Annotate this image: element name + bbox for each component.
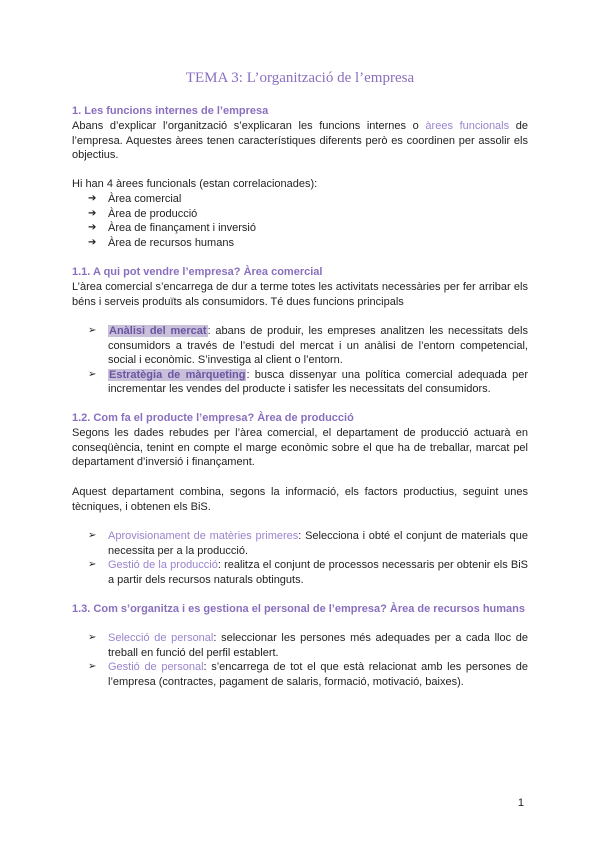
- functional-areas-list: [88, 192, 528, 250]
- section-1-paragraph-1: [72, 119, 528, 163]
- list-item: ➔ Àrea de producció: [88, 207, 528, 222]
- list-item: ➔ Àrea de recursos humans: [88, 236, 528, 251]
- text-run: : s’encarrega de tot el que està relacionat amb les persones de l’empresa (contractes, pagament de salaris, formació, motivació, baixes).: [108, 661, 528, 688]
- accent-term: Aprovisionament de matèries primeres: [108, 530, 299, 542]
- accent-term: Gestió de personal: [108, 661, 204, 674]
- commercial-functions-list: [88, 324, 528, 397]
- hr-functions-list: [88, 631, 528, 689]
- list-item: [88, 368, 528, 397]
- section-1-paragraph-2: Hi han 4 àrees funcionals (estan correlacionades):: [72, 178, 318, 190]
- list-item: [88, 558, 528, 587]
- accent-term: Selecció de personal: [108, 632, 214, 644]
- section-1-2-paragraph-2: Aquest departament combina, segons la informació, els factors productius, seguint unes tècniques, i obtenen els BiS.: [72, 486, 528, 513]
- page-title: TEMA 3: L’organització de l’empresa: [185, 70, 415, 86]
- list-item: [88, 529, 528, 558]
- list-item: [88, 631, 528, 660]
- list-item: [88, 660, 528, 689]
- section-1-1-heading: 1.1. A qui pot vendre l’empresa? Àrea comercial: [72, 266, 323, 278]
- text-run: : seleccionar les persones més adequades per a cada lloc de treball en funció del perfil establert.: [108, 632, 529, 659]
- text-run: : Selecciona i obté el conjunt de materials que necessita per a la producció.: [108, 530, 528, 557]
- list-item: ➔ Àrea de finançament i inversió: [88, 221, 528, 236]
- text-run: : realitza el conjunt de processos necessaris per obtenir els BiS a partir dels recursos naturals obtinguts.: [108, 559, 529, 586]
- text-run: Abans d’explicar l’organització s’explicaran les funcions internes o: [72, 120, 426, 132]
- text-run: : abans de produir, les empreses analitzen les necessitats dels consumidors a través de l’estudi del mercat i un anàlisi de l’entorn competencial, social i econòmic. S’investiga al client o l’entorn.: [108, 325, 528, 367]
- page-number: 1: [517, 797, 524, 809]
- text-run: : busca dissenyar una política comercial adequada per incrementar les vendes del producte i satisfer les necessitats del consumidors.: [108, 368, 528, 396]
- functional-areas-term: àrees funcionals: [425, 120, 510, 132]
- production-functions-list: [88, 529, 528, 587]
- section-1-1-paragraph: L’àrea comercial s’encarrega de dur a terme totes les activitats necessàries per fer arribar els béns i serveis produïts als consumidors. Té dues funcions principals: [72, 281, 528, 308]
- section-1-heading: 1. Les funcions internes de l’empresa: [72, 105, 269, 117]
- accent-term: Gestió de la producció: [108, 559, 218, 572]
- highlighted-term: Anàlisi del mercat: [109, 325, 207, 337]
- text-run: de l’empresa. Aquestes àrees tenen característiques diferents però es coordinen per assolir els objectius.: [72, 120, 529, 162]
- section-1-3-heading: 1.3. Com s’organitza i es gestiona el personal de l’empresa? Àrea de recursos humans: [72, 603, 525, 615]
- section-1-2-paragraph-1: Segons les dades rebudes per l’àrea comercial, el departament de producció actuarà en conseqüència, tenint en compte el marge econòmic sobre el que ha de treballar, marcat pel departament d’inversió i finançament.: [72, 427, 528, 469]
- section-1-2-heading: 1.2. Com fa el producte l’empresa? Àrea de producció: [72, 412, 354, 424]
- highlighted-term: Estratègia de màrqueting: [109, 368, 246, 381]
- list-item: [88, 324, 528, 368]
- list-item: ➔ Àrea comercial: [88, 192, 528, 207]
